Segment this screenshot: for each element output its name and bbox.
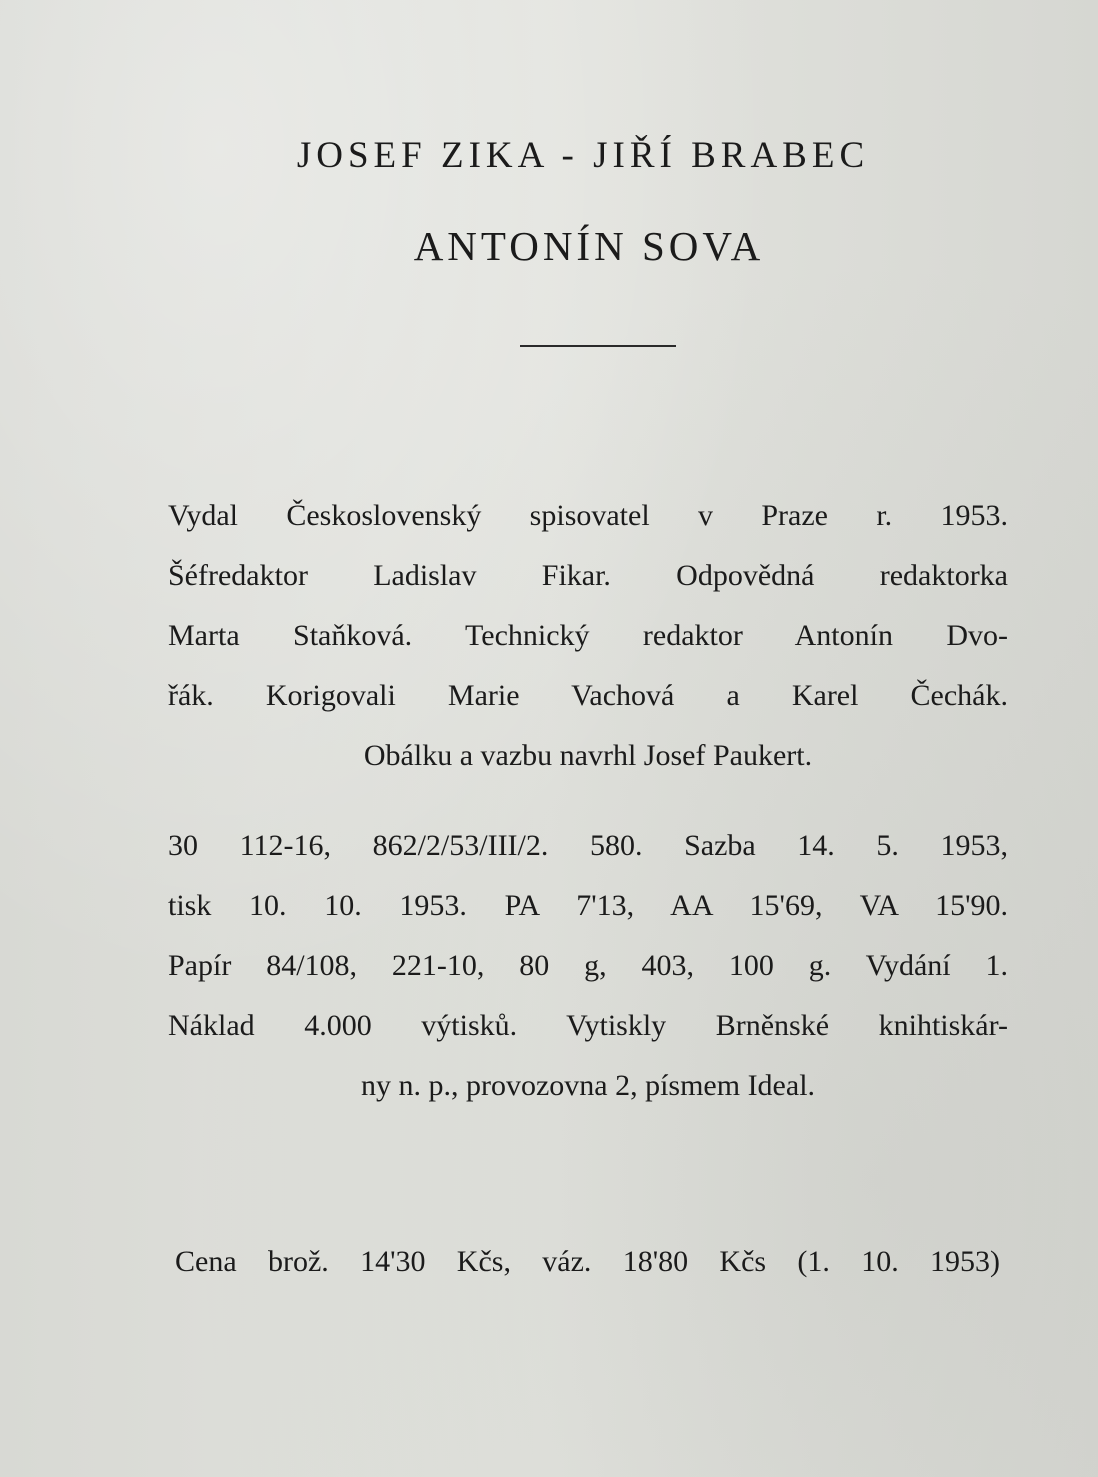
imprint-line: Obálku a vazbu navrhl Josef Paukert.: [363, 739, 813, 772]
authors-heading: JOSEF ZIKA - JIŘÍ BRABEC: [296, 135, 870, 176]
imprint-line: Marta Staňková. Technický redaktor Antonín Dvo-: [168, 619, 1008, 652]
production-line: Papír 84/108, 221-10, 80 g, 403, 100 g. Vydání 1.: [168, 949, 1008, 982]
imprint-line: Šéfredaktor Ladislav Fikar. Odpovědná redaktorka: [168, 559, 1008, 592]
imprint-paragraph: [168, 486, 1008, 786]
production-line: 30 112-16, 862/2/53/III/2. 580. Sazba 14. 5. 1953,: [168, 829, 1008, 862]
production-line: Náklad 4.000 výtisků. Vytiskly Brněnské knihtiskár-: [168, 1009, 1008, 1042]
imprint-line: Vydal Československý spisovatel v Praze r. 1953.: [168, 499, 1008, 532]
book-title: ANTONÍN SOVA: [413, 223, 765, 269]
production-line: tisk 10. 10. 1953. PA 7'13, AA 15'69, VA 15'90.: [168, 889, 1008, 922]
price-line: Cena brož. 14'30 Kčs, váz. 18'80 Kčs (1. 10. 1953): [175, 1245, 1000, 1278]
production-paragraph: [168, 816, 1008, 1116]
production-line: ny n. p., provozovna 2, písmem Ideal.: [360, 1069, 816, 1102]
imprint-line: řák. Korigovali Marie Vachová a Karel Čechák.: [168, 679, 1008, 712]
title-divider: [520, 345, 676, 347]
